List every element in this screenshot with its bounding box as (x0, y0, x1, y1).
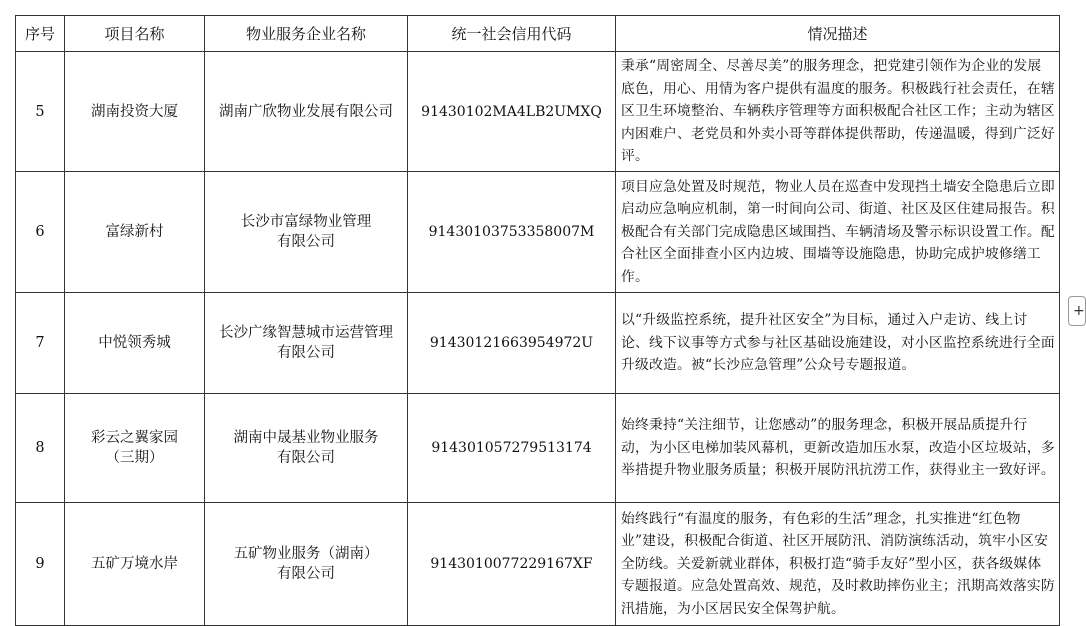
cell-company-line: 有限公司 (277, 450, 335, 466)
table-row (16, 394, 1060, 503)
cell-project (65, 172, 205, 293)
header-project: 项目名称 (65, 16, 205, 52)
cell-company-line: 长沙广缘智慧城市运营管理 (219, 325, 393, 341)
cell-project-line: 湖南投资大厦 (91, 103, 178, 120)
header-desc: 情况描述 (616, 16, 1060, 52)
cell-desc: 项目应急处置及时规范，物业人员在巡查中发现挡土墙安全隐患后立即启动应急响应机制，第一时间向公司、街道、社区及区住建局报告。积极配合有关部门完成隐患区域围挡、车辆清场及警示标识设置工作。配合社区全面排查小区内边坡、围墙等设施隐患，协助完成护坡修缮工作。 (616, 172, 1060, 293)
header-code: 统一社会信用代码 (408, 16, 616, 52)
cell-code: 9143010077229167XF (408, 503, 616, 626)
cell-company-line: 有限公司 (277, 566, 335, 582)
cell-company (205, 52, 408, 172)
table-row (16, 172, 1060, 293)
cell-company-line: 有限公司 (277, 345, 335, 361)
cell-project (65, 394, 205, 503)
cell-company (205, 394, 408, 503)
cell-company-line: 有限公司 (277, 234, 335, 250)
cell-project-line: 富绿新村 (105, 224, 164, 240)
cell-index: 7 (16, 293, 65, 394)
table-row (16, 293, 1060, 394)
cell-company (205, 172, 408, 293)
cell-code: 91430103753358007M (408, 172, 616, 293)
cell-company-line: 长沙市富绿物业管理 (240, 214, 372, 230)
plus-icon: + (1073, 303, 1085, 319)
table-row (16, 503, 1060, 626)
header-row (16, 16, 1060, 52)
cell-company-line: 湖南中晟基业物业服务 (233, 430, 379, 446)
cell-company-line: 五矿物业服务（湖南） (233, 546, 379, 562)
cell-project-line: 彩云之翼家园 (91, 430, 178, 446)
cell-company (205, 293, 408, 394)
property-service-table (15, 15, 1060, 626)
cell-index: 5 (16, 52, 65, 172)
cell-index: 9 (16, 503, 65, 626)
cell-project (65, 503, 205, 626)
cell-code: 91430121663954972U (408, 293, 616, 394)
cell-code: 91430102MA4LB2UMXQ (408, 52, 616, 172)
cell-project-line: （三期） (105, 450, 164, 466)
cell-company (205, 503, 408, 626)
header-company: 物业服务企业名称 (205, 16, 408, 52)
cell-index: 6 (16, 172, 65, 293)
header-index: 序号 (16, 16, 65, 52)
cell-desc: 始终践行“有温度的服务，有色彩的生活”理念，扎实推进“红色物业”建设，积极配合街道、社区开展防汛、消防演练活动，筑牢小区安全防线。关爱新就业群体，积极打造“骑手友好”型小区，获各级媒体专题报道。应急处置高效、规范，及时救助摔伤业主；汛期高效落实防汛措施，为小区居民安全保驾护航。 (616, 503, 1060, 626)
cell-desc: 始终秉持“关注细节，让您感动”的服务理念，积极开展品质提升行动，为小区电梯加装风幕机，更新改造加压水泵，改造小区垃圾站，多举措提升物业服务质量；积极开展防汛抗涝工作，获得业主一致好评。 (616, 394, 1060, 503)
cell-index: 8 (16, 394, 65, 503)
table-row (16, 52, 1060, 172)
cell-project-line: 中悦领秀城 (98, 335, 171, 351)
cell-project (65, 52, 205, 172)
cell-desc: 以“升级监控系统，提升社区安全”为目标，通过入户走访、线上讨论、线下议事等方式参与社区基础设施建设，对小区监控系统进行全面升级改造。被“长沙应急管理”公众号专题报道。 (616, 293, 1060, 394)
side-expand-button[interactable] (1068, 296, 1086, 326)
cell-company-line: 湖南广欣物业发展有限公司 (219, 103, 393, 120)
cell-project-line: 五矿万境水岸 (91, 556, 178, 572)
cell-desc: 秉承“周密周全、尽善尽美”的服务理念，把党建引领作为企业的发展底色，用心、用情为客户提供有温度的服务。积极践行社会责任，在辖区卫生环境整治、车辆秩序管理等方面积极配合社区工作；主动为辖区内困难户、老党员和外卖小哥等群体提供帮助，传递温暖，得到广泛好评。 (616, 52, 1060, 172)
cell-project (65, 293, 205, 394)
cell-code: 914301057279513174 (408, 394, 616, 503)
